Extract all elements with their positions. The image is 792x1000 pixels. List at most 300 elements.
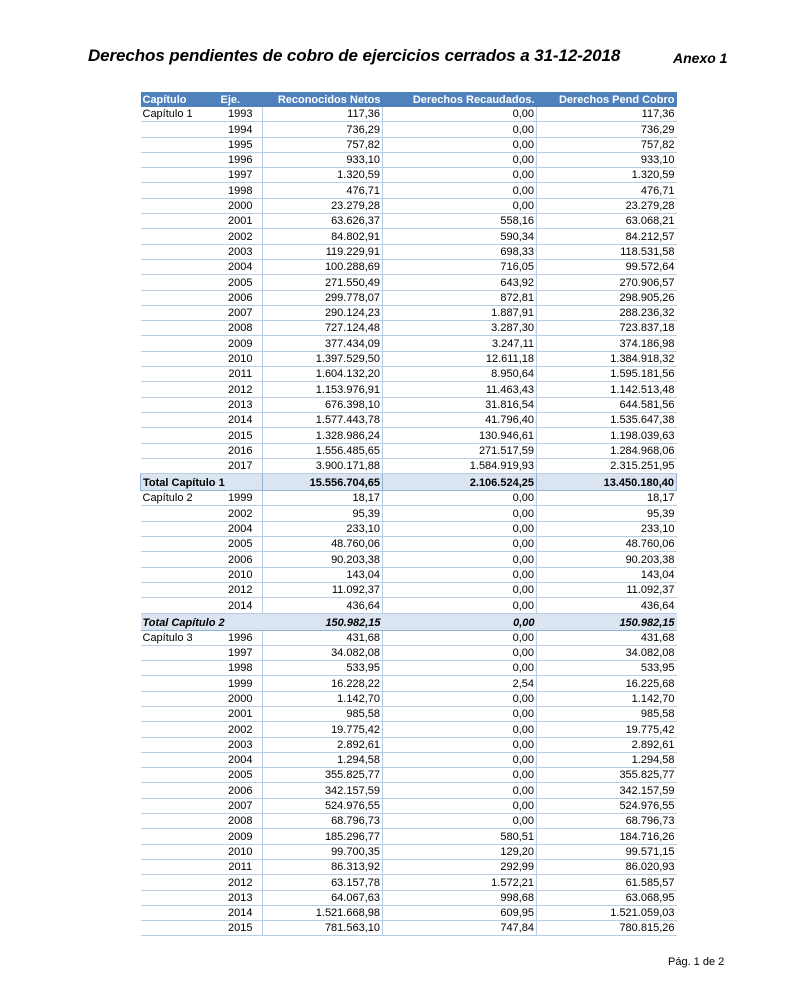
capitulo-cell [141,829,219,844]
derechos-recaudados-cell: 0,00 [383,661,537,676]
reconocidos-netos-cell: 933,10 [263,152,383,167]
reconocidos-netos-cell: 99.700,35 [263,844,383,859]
derechos-pend-cobro-cell: 723.837,18 [537,321,677,336]
ejercicio-cell: 1993 [219,107,263,122]
ejercicio-cell: 2014 [219,905,263,920]
derechos-recaudados-cell: 0,00 [383,582,537,597]
total-derechos-pend-cobro: 13.450.180,40 [537,474,677,491]
ejercicio-cell: 2000 [219,198,263,213]
table-body [141,107,677,936]
derechos-pend-cobro-cell: 11.092,37 [537,582,677,597]
reconocidos-netos-cell: 63.157,78 [263,875,383,890]
derechos-pend-cobro-cell: 95,39 [537,506,677,521]
capitulo-cell [141,229,219,244]
capitulo-cell [141,214,219,229]
reconocidos-netos-cell: 48.760,06 [263,537,383,552]
table-row [141,214,677,229]
ejercicio-cell: 2013 [219,397,263,412]
derechos-pend-cobro-cell: 757,82 [537,137,677,152]
capitulo-cell [141,859,219,874]
derechos-pend-cobro-cell: 1.284.968,06 [537,443,677,458]
reconocidos-netos-cell: 1.577.443,78 [263,412,383,427]
derechos-recaudados-cell: 0,00 [383,630,537,645]
derechos-pend-cobro-cell: 1.142,70 [537,691,677,706]
capitulo-cell [141,676,219,691]
table-row [141,768,677,783]
derechos-pend-cobro-cell: 184.716,26 [537,829,677,844]
capitulo-cell [141,598,219,613]
derechos-pend-cobro-cell: 270.906,57 [537,275,677,290]
table-row [141,582,677,597]
ejercicio-cell: 2004 [219,259,263,274]
ejercicio-cell: 2000 [219,691,263,706]
derechos-pend-cobro-cell: 63.068,95 [537,890,677,905]
derechos-pend-cobro-cell: 99.571,15 [537,844,677,859]
total-row [141,474,677,491]
ejercicio-cell: 2012 [219,582,263,597]
table-row [141,829,677,844]
derechos-recaudados-cell: 747,84 [383,921,537,936]
total-derechos-recaudados: 2.106.524,25 [383,474,537,491]
table-row [141,661,677,676]
annex-label: Anexo 1 [673,50,728,66]
ejercicio-cell: 2017 [219,458,263,473]
reconocidos-netos-cell: 16.228,22 [263,676,383,691]
total-label: Total Capítulo 2 [141,613,263,630]
capitulo-cell: Capítulo 3 [141,630,219,645]
capitulo-cell [141,722,219,737]
derechos-pend-cobro-cell: 1.535.647,38 [537,412,677,427]
capitulo-cell [141,321,219,336]
derechos-recaudados-cell: 0,00 [383,645,537,660]
col-header-reconocidos-netos: Reconocidos Netos [263,92,383,107]
table-row [141,859,677,874]
ejercicio-cell: 2001 [219,706,263,721]
derechos-recaudados-cell: 643,92 [383,275,537,290]
derechos-recaudados-cell: 130.946,61 [383,428,537,443]
capitulo-cell [141,661,219,676]
derechos-recaudados-cell: 0,00 [383,798,537,813]
ejercicio-cell: 2014 [219,598,263,613]
reconocidos-netos-cell: 34.082,08 [263,645,383,660]
col-header-capitulo: Capítulo [141,92,219,107]
table-row [141,676,677,691]
capitulo-cell [141,645,219,660]
derechos-recaudados-cell: 0,00 [383,768,537,783]
table-row [141,428,677,443]
capitulo-cell [141,152,219,167]
derechos-recaudados-cell: 0,00 [383,168,537,183]
capitulo-cell [141,552,219,567]
derechos-pend-cobro-cell: 90.203,38 [537,552,677,567]
table-row [141,458,677,473]
total-reconocidos-netos: 15.556.704,65 [263,474,383,491]
derechos-pend-cobro-cell: 233,10 [537,521,677,536]
table-row [141,290,677,305]
derechos-pend-cobro-cell: 117,36 [537,107,677,122]
total-derechos-pend-cobro: 150.982,15 [537,613,677,630]
derechos-pend-cobro-cell: 48.760,06 [537,537,677,552]
capitulo-cell: Capítulo 2 [141,491,219,506]
reconocidos-netos-cell: 1.556.485,65 [263,443,383,458]
ejercicio-cell: 1997 [219,168,263,183]
derechos-pend-cobro-cell: 1.198.039,63 [537,428,677,443]
reconocidos-netos-cell: 476,71 [263,183,383,198]
derechos-recaudados-cell: 0,00 [383,122,537,137]
derechos-pend-cobro-cell: 933,10 [537,152,677,167]
table-row [141,921,677,936]
total-row [141,613,677,630]
derechos-recaudados-cell: 1.572,21 [383,875,537,890]
reconocidos-netos-cell: 676.398,10 [263,397,383,412]
reconocidos-netos-cell: 524.976,55 [263,798,383,813]
table-row [141,706,677,721]
ejercicio-cell: 2011 [219,859,263,874]
total-label: Total Capítulo 1 [141,474,263,491]
table-row [141,152,677,167]
derechos-recaudados-cell: 0,00 [383,152,537,167]
derechos-recaudados-cell: 271.517,59 [383,443,537,458]
reconocidos-netos-cell: 2.892,61 [263,737,383,752]
table-row [141,137,677,152]
ejercicio-cell: 2003 [219,737,263,752]
capitulo-cell [141,351,219,366]
derechos-pend-cobro-cell: 288.236,32 [537,305,677,320]
table-row [141,122,677,137]
reconocidos-netos-cell: 271.550,49 [263,275,383,290]
reconocidos-netos-cell: 781.563,10 [263,921,383,936]
derechos-pend-cobro-cell: 68.796,73 [537,814,677,829]
capitulo-cell [141,521,219,536]
table-row [141,367,677,382]
reconocidos-netos-cell: 11.092,37 [263,582,383,597]
derechos-pend-cobro-cell: 298.905,26 [537,290,677,305]
reconocidos-netos-cell: 355.825,77 [263,768,383,783]
ejercicio-cell: 2015 [219,921,263,936]
table-row [141,275,677,290]
capitulo-cell [141,382,219,397]
capitulo-cell [141,844,219,859]
derechos-recaudados-cell: 0,00 [383,722,537,737]
reconocidos-netos-cell: 1.294,58 [263,752,383,767]
derechos-recaudados-cell: 0,00 [383,107,537,122]
derechos-pend-cobro-cell: 342.157,59 [537,783,677,798]
derechos-recaudados-cell: 31.816,54 [383,397,537,412]
reconocidos-netos-cell: 1.604.132,20 [263,367,383,382]
table-row [141,598,677,613]
table-row [141,397,677,412]
ejercicio-cell: 2015 [219,428,263,443]
derechos-recaudados-cell: 609,95 [383,905,537,920]
derechos-recaudados-cell: 0,00 [383,783,537,798]
reconocidos-netos-cell: 233,10 [263,521,383,536]
reconocidos-netos-cell: 23.279,28 [263,198,383,213]
table-row [141,875,677,890]
ejercicio-cell: 2005 [219,275,263,290]
derechos-recaudados-cell: 0,00 [383,552,537,567]
capitulo-cell [141,752,219,767]
table-row [141,722,677,737]
derechos-pend-cobro-cell: 431,68 [537,630,677,645]
ejercicio-cell: 2002 [219,722,263,737]
derechos-pend-cobro-cell: 1.320,59 [537,168,677,183]
derechos-recaudados-cell: 11.463,43 [383,382,537,397]
table-row [141,351,677,366]
ejercicio-cell: 2005 [219,537,263,552]
table-row [141,506,677,521]
capitulo-cell [141,921,219,936]
ejercicio-cell: 2003 [219,244,263,259]
derechos-pend-cobro-cell: 985,58 [537,706,677,721]
capitulo-cell [141,582,219,597]
reconocidos-netos-cell: 436,64 [263,598,383,613]
table-row [141,737,677,752]
derechos-recaudados-cell: 0,00 [383,537,537,552]
derechos-recaudados-cell: 0,00 [383,752,537,767]
capitulo-cell [141,814,219,829]
derechos-recaudados-cell: 3.287,30 [383,321,537,336]
ejercicio-cell: 1995 [219,137,263,152]
capitulo-cell [141,290,219,305]
derechos-recaudados-cell: 0,00 [383,491,537,506]
ejercicio-cell: 2005 [219,768,263,783]
derechos-recaudados-cell: 716,05 [383,259,537,274]
table-row [141,798,677,813]
reconocidos-netos-cell: 727.124,48 [263,321,383,336]
ejercicio-cell: 2009 [219,336,263,351]
ejercicio-cell: 1994 [219,122,263,137]
derechos-pend-cobro-cell: 18,17 [537,491,677,506]
reconocidos-netos-cell: 1.397.529,50 [263,351,383,366]
ejercicio-cell: 2010 [219,351,263,366]
reconocidos-netos-cell: 533,95 [263,661,383,676]
capitulo-cell [141,412,219,427]
capitulo-cell [141,428,219,443]
capitulo-cell [141,768,219,783]
capitulo-cell [141,706,219,721]
derechos-recaudados-cell: 8.950,64 [383,367,537,382]
capitulo-cell [141,183,219,198]
derechos-recaudados-cell: 0,00 [383,137,537,152]
table-row [141,229,677,244]
derechos-recaudados-cell: 0,00 [383,506,537,521]
ejercicio-cell: 2001 [219,214,263,229]
derechos-recaudados-cell: 0,00 [383,521,537,536]
derechos-pend-cobro-cell: 2.892,61 [537,737,677,752]
ejercicio-cell: 1999 [219,676,263,691]
ejercicio-cell: 1999 [219,491,263,506]
ejercicio-cell: 2004 [219,752,263,767]
table-row [141,783,677,798]
derechos-recaudados-cell: 129,20 [383,844,537,859]
total-reconocidos-netos: 150.982,15 [263,613,383,630]
derechos-pend-cobro-cell: 436,64 [537,598,677,613]
derechos-pend-cobro-cell: 524.976,55 [537,798,677,813]
table-row [141,305,677,320]
reconocidos-netos-cell: 3.900.171,88 [263,458,383,473]
derechos-pend-cobro-cell: 780.815,26 [537,921,677,936]
table-row [141,567,677,582]
capitulo-cell [141,737,219,752]
capitulo-cell [141,397,219,412]
table-row [141,521,677,536]
table-row [141,890,677,905]
capitulo-cell [141,168,219,183]
derechos-recaudados-cell: 698,33 [383,244,537,259]
reconocidos-netos-cell: 342.157,59 [263,783,383,798]
ejercicio-cell: 1998 [219,661,263,676]
capitulo-cell [141,537,219,552]
capitulo-cell [141,259,219,274]
derechos-pend-cobro-cell: 1.142.513,48 [537,382,677,397]
derechos-pend-cobro-cell: 118.531,58 [537,244,677,259]
ejercicio-cell: 2002 [219,229,263,244]
derechos-pend-cobro-cell: 644.581,56 [537,397,677,412]
table-row [141,844,677,859]
table-row [141,630,677,645]
derechos-recaudados-cell: 41.796,40 [383,412,537,427]
table-row [141,321,677,336]
derechos-pend-cobro-cell: 61.585,57 [537,875,677,890]
derechos-recaudados-cell: 0,00 [383,198,537,213]
table-row [141,168,677,183]
total-derechos-recaudados: 0,00 [383,613,537,630]
table-row [141,752,677,767]
capitulo-cell [141,875,219,890]
reconocidos-netos-cell: 736,29 [263,122,383,137]
ejercicio-cell: 1998 [219,183,263,198]
ejercicio-cell: 2006 [219,783,263,798]
reconocidos-netos-cell: 64.067,63 [263,890,383,905]
derechos-recaudados-cell: 0,00 [383,737,537,752]
ejercicio-cell: 2012 [219,875,263,890]
reconocidos-netos-cell: 1.142,70 [263,691,383,706]
derechos-pend-cobro-cell: 374.186,98 [537,336,677,351]
derechos-recaudados-cell: 1.887,91 [383,305,537,320]
reconocidos-netos-cell: 68.796,73 [263,814,383,829]
derechos-pend-cobro-cell: 736,29 [537,122,677,137]
document-title: Derechos pendientes de cobro de ejercicios cerrados a 31-12-2018 [88,46,621,65]
derechos-recaudados-cell: 0,00 [383,598,537,613]
derechos-recaudados-cell: 0,00 [383,183,537,198]
ejercicio-cell: 2007 [219,305,263,320]
col-header-ejercicio: Eje. [219,92,263,107]
ejercicio-cell: 1997 [219,645,263,660]
table-row [141,491,677,506]
col-header-derechos-pend-cobro: Derechos Pend Cobro [537,92,677,107]
table-row [141,244,677,259]
reconocidos-netos-cell: 299.778,07 [263,290,383,305]
reconocidos-netos-cell: 1.320,59 [263,168,383,183]
ejercicio-cell: 2008 [219,814,263,829]
reconocidos-netos-cell: 377.434,09 [263,336,383,351]
capitulo-cell [141,458,219,473]
derechos-recaudados-cell: 0,00 [383,814,537,829]
capitulo-cell [141,336,219,351]
ejercicio-cell: 2013 [219,890,263,905]
reconocidos-netos-cell: 431,68 [263,630,383,645]
ejercicio-cell: 2006 [219,290,263,305]
derechos-pend-cobro-cell: 16.225,68 [537,676,677,691]
derechos-recaudados-cell: 3.247,11 [383,336,537,351]
table-row [141,382,677,397]
derechos-pend-cobro-cell: 84.212,57 [537,229,677,244]
ejercicio-cell: 2009 [219,829,263,844]
ejercicio-cell: 2010 [219,567,263,582]
table-row [141,645,677,660]
derechos-recaudados-cell: 580,51 [383,829,537,844]
table-header-row [141,92,677,107]
reconocidos-netos-cell: 90.203,38 [263,552,383,567]
capitulo-cell [141,798,219,813]
capitulo-cell [141,367,219,382]
derechos-pend-cobro-cell: 355.825,77 [537,768,677,783]
reconocidos-netos-cell: 1.153.976,91 [263,382,383,397]
derechos-pend-cobro-cell: 1.521.059,03 [537,905,677,920]
derechos-recaudados-cell: 1.584.919,93 [383,458,537,473]
derechos-recaudados-cell: 590,34 [383,229,537,244]
derechos-pend-cobro-cell: 99.572,64 [537,259,677,274]
capitulo-cell [141,244,219,259]
reconocidos-netos-cell: 185.296,77 [263,829,383,844]
derechos-pend-cobro-cell: 533,95 [537,661,677,676]
derechos-recaudados-cell: 292,99 [383,859,537,874]
capitulo-cell [141,443,219,458]
ejercicio-cell: 2016 [219,443,263,458]
reconocidos-netos-cell: 143,04 [263,567,383,582]
derechos-recaudados-cell: 998,68 [383,890,537,905]
table-row [141,814,677,829]
table-row [141,537,677,552]
ejercicio-cell: 2012 [219,382,263,397]
reconocidos-netos-cell: 84.802,91 [263,229,383,244]
ejercicio-cell: 2002 [219,506,263,521]
derechos-pend-cobro-cell: 476,71 [537,183,677,198]
ejercicio-cell: 2010 [219,844,263,859]
table-row [141,259,677,274]
reconocidos-netos-cell: 985,58 [263,706,383,721]
capitulo-cell [141,783,219,798]
table-row [141,336,677,351]
capitulo-cell [141,506,219,521]
derechos-pend-cobro-cell: 143,04 [537,567,677,582]
ejercicio-cell: 2004 [219,521,263,536]
table-row [141,443,677,458]
derechos-pend-cobro-cell: 1.384.918,32 [537,351,677,366]
derechos-pend-cobro-cell: 1.595.181,56 [537,367,677,382]
table-row [141,412,677,427]
table-row [141,552,677,567]
receivables-table [140,92,677,936]
derechos-pend-cobro-cell: 1.294,58 [537,752,677,767]
reconocidos-netos-cell: 19.775,42 [263,722,383,737]
ejercicio-cell: 1996 [219,152,263,167]
ejercicio-cell: 2007 [219,798,263,813]
table-row [141,107,677,122]
ejercicio-cell: 2014 [219,412,263,427]
capitulo-cell [141,691,219,706]
capitulo-cell: Capítulo 1 [141,107,219,122]
capitulo-cell [141,122,219,137]
ejercicio-cell: 2011 [219,367,263,382]
table-row [141,691,677,706]
capitulo-cell [141,567,219,582]
derechos-recaudados-cell: 0,00 [383,567,537,582]
table-row [141,183,677,198]
reconocidos-netos-cell: 117,36 [263,107,383,122]
capitulo-cell [141,305,219,320]
reconocidos-netos-cell: 119.229,91 [263,244,383,259]
